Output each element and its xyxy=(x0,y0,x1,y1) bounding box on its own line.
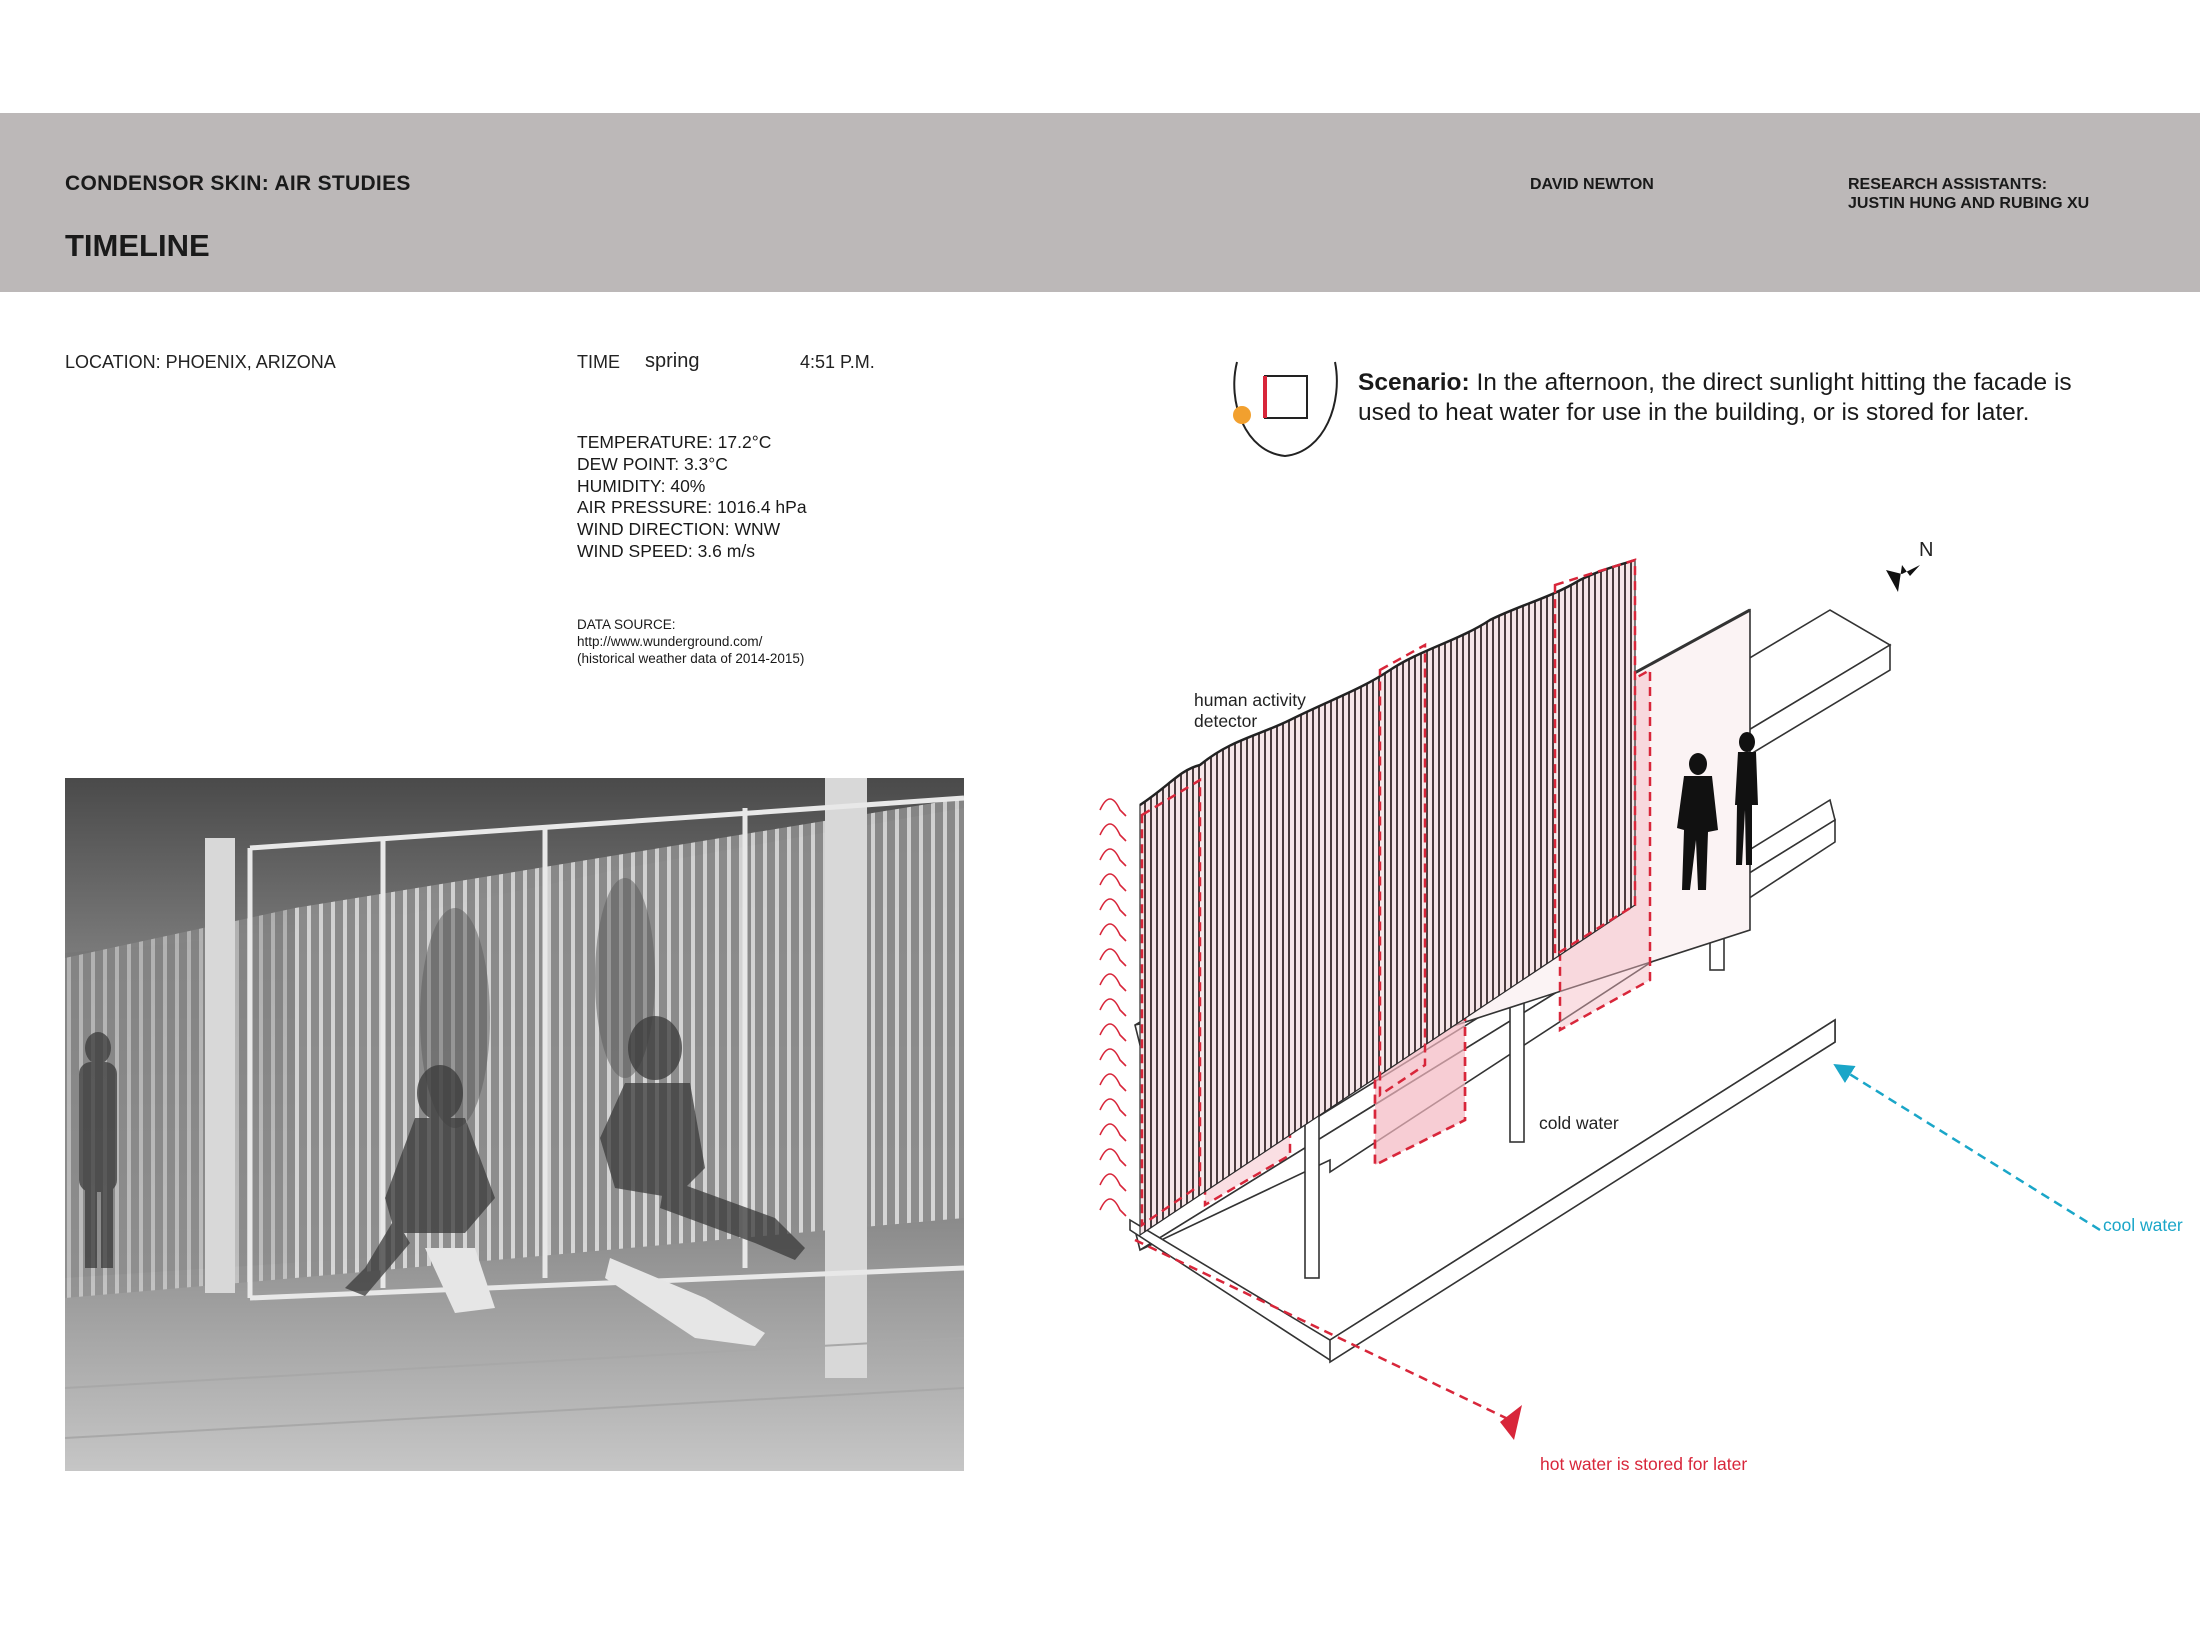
research-assistants: RESEARCH ASSISTANTS: JUSTIN HUNG AND RUBING XU xyxy=(1848,176,2090,212)
scenario-text xyxy=(1358,368,2118,428)
cool-water-arrow xyxy=(1835,1065,2100,1230)
page-title: TIMELINE xyxy=(65,228,210,263)
data-source-note: (historical weather data of 2014-2015) xyxy=(577,651,805,666)
time-value: 4:51 P.M. xyxy=(800,352,875,372)
time-label: TIME xyxy=(577,352,620,372)
north-arrow-icon xyxy=(1886,565,1920,592)
wind-direction: WIND DIRECTION: WNW xyxy=(577,519,781,540)
weather-data xyxy=(577,432,807,563)
author-name: DAVID NEWTON xyxy=(1530,176,1654,193)
cold-water-label: cold water xyxy=(1539,1113,1619,1133)
data-source-url[interactable]: http://www.wunderground.com/ xyxy=(577,634,763,649)
sunlight-waves xyxy=(1100,799,1126,1216)
data-source-label: DATA SOURCE: xyxy=(577,617,676,632)
scenario-label: Scenario: xyxy=(1358,369,1470,396)
hot-water-label: hot water is stored for later xyxy=(1540,1454,1748,1474)
temperature: TEMPERATURE: 17.2°C xyxy=(577,432,772,452)
cool-water-label: cool water xyxy=(2103,1215,2183,1235)
north-label: N xyxy=(1919,539,1934,561)
data-source xyxy=(577,616,804,667)
air-pressure: AIR PRESSURE: 1016.4 hPa xyxy=(577,497,807,518)
scenario-description: In the afternoon, the direct sunlight hitting the facade is used to heat water for use in the building, or is stored for later. xyxy=(1358,369,2072,426)
wind-speed: WIND SPEED: 3.6 m/s xyxy=(577,540,755,561)
sun-path-icon xyxy=(1225,352,1350,462)
interior-render xyxy=(65,778,964,1471)
season-value: spring xyxy=(645,350,700,372)
facade-diagram xyxy=(1090,520,2200,1480)
project-title: CONDENSOR SKIN: AIR STUDIES xyxy=(65,172,411,195)
dew-point: DEW POINT: 3.3°C xyxy=(577,453,728,474)
location-label: LOCATION: PHOENIX, ARIZONA xyxy=(65,352,336,372)
detector-label: human activity detector xyxy=(1194,690,1306,731)
humidity: HUMIDITY: 40% xyxy=(577,475,706,496)
